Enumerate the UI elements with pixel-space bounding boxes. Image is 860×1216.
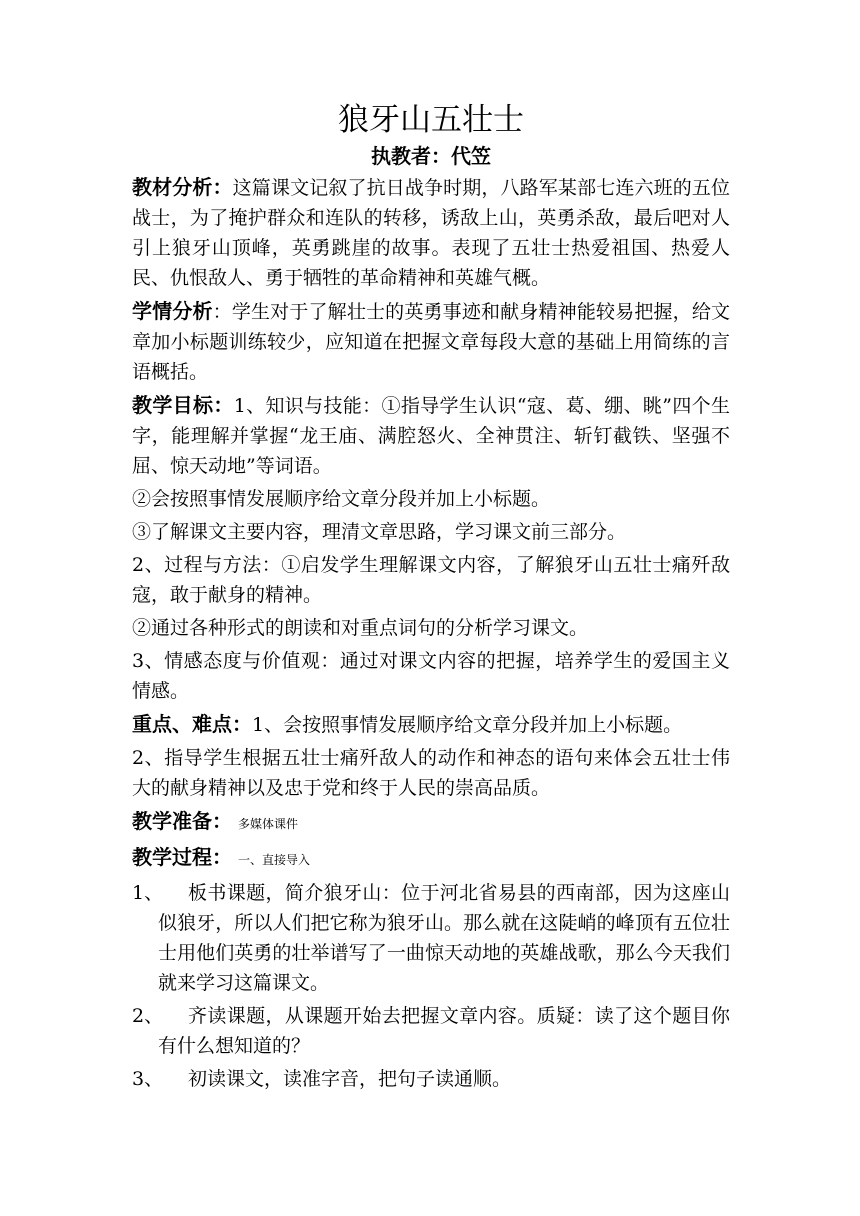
goals-item-3: ③了解课文主要内容，理清文章思路，学习课文前三部分。: [132, 521, 627, 543]
process-step-1: [132, 878, 730, 998]
prep-text: 多媒体课件: [238, 817, 299, 831]
page-title: 狼牙山五壮士: [338, 102, 524, 138]
analysis-paragraph: [132, 172, 730, 293]
goals-text: 1、知识与技能：①指导学生认识“寇、葛、绷、眺”四个生字，能理解并掌握“龙王庙、满腔怒火、全神贯注、斩钉截铁、坚强不屈、惊天动地”等词语。: [132, 395, 730, 477]
key-item-2: 2、指导学生根据五壮士痛歼敌人的动作和神态的语句来体会五壮士伟大的献身精神以及忠于党和终于人民的崇高品质。: [132, 747, 730, 799]
goals-item-4: 2、过程与方法：①启发学生理解课文内容，了解狼牙山五壮士痛歼敌寇，敢于献身的精神。: [132, 554, 730, 606]
process-text: 一、直接导入: [238, 853, 311, 867]
step-text: 板书课题，简介狼牙山：位于河北省易县的西南部，因为这座山似狼牙，所以人们把它称为狼牙山。那么就在这陡峭的峰顶有五位壮士用他们英勇的壮举谱写了一曲惊天动地的英雄战歌，那么今天我们就来学习这篇课文。: [158, 882, 730, 994]
student-paragraph: [132, 296, 730, 387]
step-number: 2、: [132, 1005, 164, 1027]
prep-paragraph: [132, 806, 730, 839]
student-text: ：学生对于了解壮士的英勇事迹和献身精神能较易把握，给文章加小标题训练较少，应知道在把握文章每段大意的基础上用简练的言语概括。: [132, 301, 730, 383]
analysis-label: 教材分析：: [132, 175, 233, 199]
goals-label: 教学目标：: [132, 393, 234, 417]
document-page: [132, 98, 730, 1094]
key-text: 1、会按照事情发展顺序给文章分段并加上小标题。: [252, 714, 683, 736]
author-line: 执教者：代笠: [371, 144, 491, 168]
goals-item-2: ②会按照事情发展顺序给文章分段并加上小标题。: [132, 488, 551, 510]
key-label: 重点、难点：: [132, 712, 252, 736]
process-label: 教学过程：: [132, 845, 232, 869]
process-step-2: [132, 1001, 730, 1061]
process-step-3: [132, 1064, 730, 1094]
key-paragraph: [132, 709, 730, 740]
step-text: 齐读课题，从课题开始去把握文章内容。质疑：读了这个题目你有什么想知道的？: [158, 1005, 730, 1057]
goals-item-6: 3、情感态度与价值观：通过对课文内容的把握，培养学生的爱国主义情感。: [132, 650, 730, 702]
process-paragraph: [132, 842, 730, 875]
step-number: 3、: [132, 1068, 164, 1090]
prep-label: 教学准备：: [132, 809, 232, 833]
step-number: 1、: [132, 882, 164, 904]
goals-item-5: ②通过各种形式的朗读和对重点词句的分析学习课文。: [132, 617, 589, 639]
analysis-text: 这篇课文记叙了抗日战争时期，八路军某部七连六班的五位战士，为了掩护群众和连队的转移，诱敌上山，英勇杀敌，最后吧对人引上狼牙山顶峰，英勇跳崖的故事。表现了五壮士热爱祖国、热爱人民、仇恨敌人、勇于牺牲的革命精神和英雄气概。: [132, 177, 730, 289]
goals-paragraph: [132, 390, 730, 481]
student-label: 学情分析: [132, 299, 213, 323]
step-text: 初读课文，读准字音，把句子读通顺。: [188, 1068, 512, 1090]
